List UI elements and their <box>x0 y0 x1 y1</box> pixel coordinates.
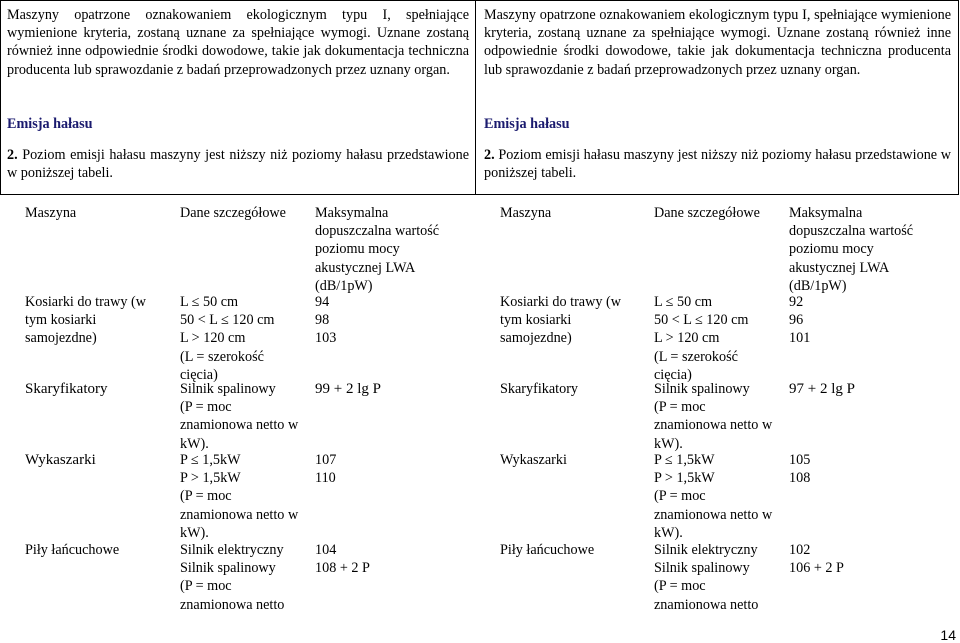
right-heading: Emisja hałasu <box>484 116 570 132</box>
right-row2-machine: Skaryfikatory <box>500 381 579 397</box>
left-header-machine: Maszyna <box>25 205 77 221</box>
left-row3-machine: Wykaszarki <box>25 452 96 468</box>
right-row4-values: 102 106 + 2 P <box>789 542 844 577</box>
right-row4-machine: Piły łańcuchowe <box>500 542 595 558</box>
left-row2-details: Silnik spalinowy (P = moc znamionowa netto w kW). <box>180 381 299 452</box>
right-row3-details: P ≤ 1,5kW P > 1,5kW (P = moc znamionowa netto w kW). <box>654 452 773 541</box>
right-row3-machine: Wykaszarki <box>500 452 567 468</box>
left-row4-machine: Piły łańcuchowe <box>25 542 120 558</box>
right-item-text: Poziom emisji hałasu maszyny jest niższy niż poziomy hałasu przedstawione w poniższej tabeli. <box>484 147 951 182</box>
right-row2-details: Silnik spalinowy (P = moc znamionowa netto w kW). <box>654 381 773 452</box>
right-row1-details: L ≤ 50 cm 50 < L ≤ 120 cm L > 120 cm (L = szerokość cięcia) <box>654 294 749 383</box>
left-row3-details: P ≤ 1,5kW P > 1,5kW (P = moc znamionowa netto w kW). <box>180 452 299 541</box>
right-row1-values: 92 96 101 <box>789 294 811 347</box>
left-row3-values: 107 110 <box>315 452 337 487</box>
left-row1-machine: Kosiarki do trawy (w tym kosiarki samojezdne) <box>25 294 146 347</box>
right-row4-details: Silnik elektryczny Silnik spalinowy (P = moc znamionowa netto <box>654 542 759 613</box>
left-paragraph: Maszyny opatrzone oznakowaniem ekologicznym typu I, spełniające wymienione kryteria, zostaną uznane za spełniające wymogi. Uznane zostaną również inne odpowiednie środki dowodowe, takie jak dokumentacja techniczna producenta lub sprawozdanie z badań przeprowadzonych przez uznany organ. <box>7 7 469 78</box>
left-row1-details: L ≤ 50 cm 50 < L ≤ 120 cm L > 120 cm (L = szerokość cięcia) <box>180 294 275 383</box>
right-paragraph: Maszyny opatrzone oznakowaniem ekologicznym typu I, spełniające wymienione kryteria, zostaną uznane za spełniające wymogi. Uznane zostaną również inne odpowiednie środki dowodowe, takie jak dokumentacja techniczna producenta lub sprawozdanie z badań przeprowadzonych przez uznany organ. <box>484 7 951 78</box>
left-item-number: 2. <box>7 147 18 163</box>
left-item <box>7 146 469 182</box>
left-row2-machine: Skaryfikatory <box>25 381 108 397</box>
right-item <box>484 146 951 182</box>
left-header-details: Dane szczegółowe <box>180 205 286 221</box>
left-row2-values: 99 + 2 lg P <box>315 381 381 397</box>
left-heading: Emisja hałasu <box>7 116 93 132</box>
right-row3-values: 105 108 <box>789 452 811 487</box>
right-header-limit: Maksymalna dopuszczalna wartość poziomu mocy akustycznej LWA (dB/1pW) <box>789 205 914 294</box>
right-row1-machine: Kosiarki do trawy (w tym kosiarki samojezdne) <box>500 294 621 347</box>
page-number: 14 <box>940 627 956 643</box>
left-header-limit: Maksymalna dopuszczalna wartość poziomu mocy akustycznej LWA (dB/1pW) <box>315 205 440 294</box>
right-item-number: 2. <box>484 147 495 163</box>
left-row4-values: 104 108 + 2 P <box>315 542 370 577</box>
left-row1-values: 94 98 103 <box>315 294 337 347</box>
right-header-machine: Maszyna <box>500 205 552 221</box>
right-header-details: Dane szczegółowe <box>654 205 760 221</box>
left-item-text: Poziom emisji hałasu maszyny jest niższy niż poziomy hałasu przedstawione w poniższej tabeli. <box>7 147 470 182</box>
left-row4-details: Silnik elektryczny Silnik spalinowy (P = moc znamionowa netto <box>180 542 285 613</box>
right-row2-values: 97 + 2 lg P <box>789 381 855 397</box>
